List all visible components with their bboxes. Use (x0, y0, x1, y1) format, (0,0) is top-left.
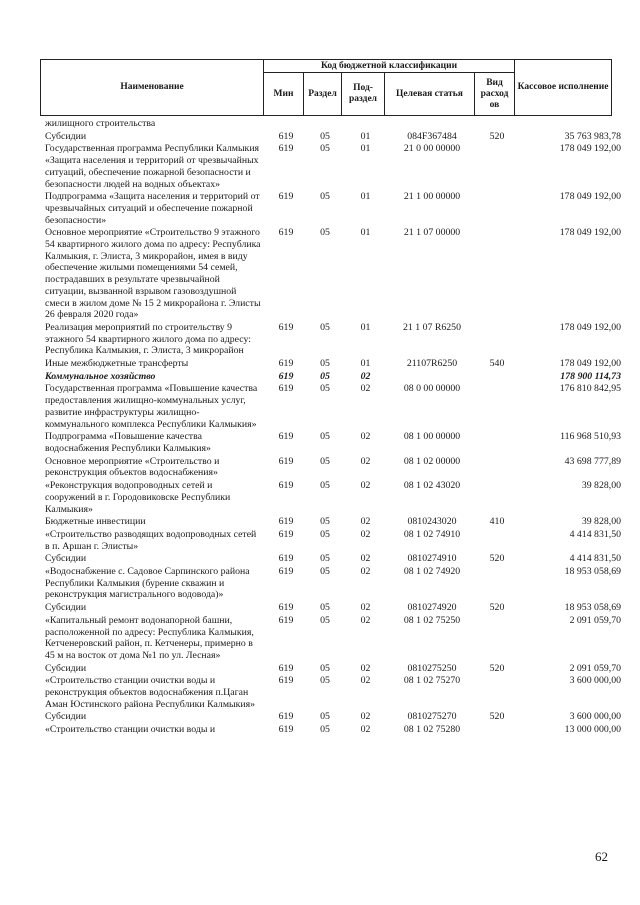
row-name: «Строительство разводящих водопроводных сетей в п. Аршан г. Элисты» (45, 528, 257, 552)
table-row (0, 131, 640, 143)
row-amount: 3 600 000,00 (569, 711, 621, 723)
row-podrazdel: 02 (360, 370, 371, 382)
row-razdel: 05 (320, 143, 330, 155)
row-min: 619 (278, 480, 294, 492)
row-target: 08 1 02 43020 (403, 480, 461, 492)
table-row (0, 663, 640, 675)
row-target: 08 1 00 00000 (403, 431, 461, 443)
row-podrazdel: 01 (360, 130, 371, 142)
row-name: Реализация мероприятий по строительству 9 этажного 54 квартирного жилого дома по адресу: Республика Калмыкия, г. Элиста, 3 микрорайон (45, 321, 251, 357)
row-min: 619 (278, 143, 294, 155)
header-min: Мин (264, 73, 304, 116)
row-name: «Капитальный ремонт водонапорной башни, расположенной по адресу: Республика Калмыкия, Кетченеровский район, п. Кетченеры, примерно в 45 м на восток от дома №1 по ул. Лесная» (45, 614, 254, 661)
row-podrazdel: 01 (360, 321, 371, 333)
row-razdel: 05 (320, 358, 330, 370)
row-min: 619 (278, 675, 294, 687)
table-row (0, 553, 640, 565)
row-razdel: 05 (320, 383, 330, 395)
row-amount: 18 953 058,69 (564, 566, 621, 578)
row-target: 0810275270 (407, 711, 457, 723)
row-amount: 35 763 983,78 (564, 130, 621, 142)
row-razdel: 05 (320, 553, 330, 565)
row-amount: 39 828,00 (581, 480, 621, 492)
row-amount: 178 049 192,00 (559, 321, 621, 333)
row-razdel: 05 (320, 711, 330, 723)
row-target: 21 0 00 00000 (403, 143, 461, 155)
row-name: Подпрограмма «Повышение качества водоснабжения Республики Калмыкия» (45, 431, 211, 454)
table-row (0, 118, 640, 130)
row-amount: 178 049 192,00 (559, 358, 621, 370)
row-name: Иные межбюджетные трансферты (45, 358, 189, 370)
row-min: 619 (278, 370, 294, 382)
row-target: 21107R6250 (406, 358, 458, 370)
row-amount: 4 414 831,50 (569, 528, 621, 540)
row-podrazdel: 01 (360, 227, 371, 239)
table-row (0, 227, 640, 321)
table-row (0, 191, 640, 226)
header-code-group: Код бюджетной классификации (264, 60, 515, 73)
row-min: 619 (278, 528, 294, 540)
row-razdel: 05 (320, 321, 330, 333)
row-podrazdel: 02 (360, 516, 371, 528)
row-min: 619 (278, 553, 294, 565)
header-kassa: Кассовое исполнение (515, 60, 612, 116)
row-razdel: 05 (320, 662, 330, 674)
row-vid: 520 (489, 711, 505, 723)
row-min: 619 (278, 130, 294, 142)
row-vid: 540 (489, 358, 505, 370)
table-body (0, 118, 640, 736)
row-target: 08 1 02 74910 (403, 528, 461, 540)
row-min: 619 (278, 724, 294, 736)
row-name: Государственная программа Республики Калмыкия «Защита населения и территорий от чрезвычайных ситуаций, обеспечение пожарной безопасности и безопасности людей на водных объектах» (45, 143, 260, 190)
row-target: 21 1 07 R6250 (403, 321, 461, 333)
row-razdel: 05 (320, 528, 330, 540)
row-podrazdel: 02 (360, 711, 371, 723)
row-name: Подпрограмма «Защита населения и территорий от чрезвычайных ситуаций и обеспечение пожарной безопасности» (45, 191, 260, 226)
row-min: 619 (278, 516, 294, 528)
header-name: Наименование (41, 60, 264, 116)
row-podrazdel: 02 (360, 431, 371, 443)
table-row (0, 724, 640, 736)
row-podrazdel: 02 (360, 566, 371, 578)
row-razdel: 05 (320, 566, 330, 578)
row-target: 21 1 07 00000 (403, 227, 461, 239)
row-target: 0810274920 (407, 602, 457, 614)
row-amount: 4 414 831,50 (569, 553, 621, 565)
row-name: Субсидии (45, 553, 87, 565)
row-name: «Строительство станции очистки воды и (45, 724, 216, 736)
row-min: 619 (278, 711, 294, 723)
row-podrazdel: 02 (360, 662, 371, 674)
row-target: 08 1 02 75270 (403, 675, 461, 687)
row-target: 21 1 00 00000 (403, 191, 461, 203)
row-razdel: 05 (320, 675, 330, 687)
row-podrazdel: 01 (360, 143, 371, 155)
row-min: 619 (278, 383, 294, 395)
row-amount: 39 828,00 (581, 516, 621, 528)
row-podrazdel: 02 (360, 724, 371, 736)
row-min: 619 (278, 566, 294, 578)
row-razdel: 05 (320, 227, 330, 239)
header-vid: Вид расход ов (475, 73, 515, 116)
row-podrazdel: 02 (360, 602, 371, 614)
row-min: 619 (278, 431, 294, 443)
row-name: Государственная программа «Повышение качества предоставления жилищно-коммунальных услуг, развитие инфраструктуры жилищно-коммунального комплекса Республики Калмыкия» (45, 383, 258, 430)
row-min: 619 (278, 614, 294, 626)
table-row (0, 383, 640, 430)
row-name: Субсидии (45, 711, 87, 723)
row-podrazdel: 02 (360, 675, 371, 687)
row-min: 619 (278, 227, 294, 239)
row-min: 619 (278, 191, 294, 203)
row-target: 08 1 02 75250 (403, 614, 461, 626)
row-podrazdel: 02 (360, 455, 371, 467)
row-amount: 178 900 114,73 (560, 370, 621, 382)
row-target: 084F367484 (407, 130, 457, 142)
row-min: 619 (278, 321, 294, 333)
row-name: Основное мероприятие «Строительство и реконструкция объектов водоснабжения» (45, 455, 220, 479)
row-name: Бюджетные инвестиции (45, 516, 146, 528)
header-podrazdel: Под-раздел (342, 73, 385, 116)
row-podrazdel: 02 (360, 528, 371, 540)
row-min: 619 (278, 602, 294, 614)
row-razdel: 05 (320, 516, 330, 528)
row-podrazdel: 02 (360, 553, 371, 565)
row-amount: 178 049 192,00 (559, 143, 621, 155)
row-name: «Строительство станции очистки воды и реконструкция объектов водоснабжения п.Цаган Аман Юстинского района Республики Калмыкия» (45, 675, 256, 710)
row-vid: 520 (489, 553, 505, 565)
row-vid: 520 (489, 602, 505, 614)
row-razdel: 05 (320, 480, 330, 492)
row-min: 619 (278, 662, 294, 674)
row-target: 0810243020 (407, 516, 457, 528)
table-row (0, 529, 640, 552)
row-razdel: 05 (320, 370, 330, 382)
row-razdel: 05 (320, 614, 330, 626)
row-amount: 178 049 192,00 (559, 191, 621, 203)
row-name: Субсидии (45, 130, 87, 142)
table-row (0, 566, 640, 601)
row-amount: 2 091 059,70 (569, 662, 621, 674)
row-min: 619 (278, 358, 294, 370)
row-target: 08 1 02 00000 (403, 455, 461, 467)
row-razdel: 05 (320, 191, 330, 203)
row-name: Коммунальное хозяйство (45, 370, 156, 382)
row-amount: 18 953 058,69 (564, 602, 621, 614)
row-target: 0810274910 (407, 553, 457, 565)
row-razdel: 05 (320, 724, 330, 736)
row-razdel: 05 (320, 455, 330, 467)
row-name: «Реконструкция водопроводных сетей и сооружений в г. Городовиковске Республики Калмыкия» (45, 480, 231, 515)
page-number: 62 (595, 849, 608, 864)
row-amount: 116 968 510,93 (560, 431, 621, 443)
row-vid: 520 (489, 662, 505, 674)
row-podrazdel: 01 (360, 358, 371, 370)
row-name: Субсидии (45, 602, 87, 614)
row-vid: 520 (489, 130, 505, 142)
row-name: Субсидии (45, 662, 87, 674)
table-row (0, 602, 640, 614)
row-vid: 410 (489, 516, 505, 528)
row-name: Основное мероприятие «Строительство 9 этажного 54 квартирного жилого дома по адресу: Республика Калмыкия, г. Элиста, 3 микрорайон, имея в виду обеспечение жилыми помещениями 54 семей, пострадавших в результате чрезвычайной ситуации, вызванной взрывом газовоздушной смеси в жилом доме № 15 2 микрорайона г. Элисты 26 февраля 2020 года» (45, 227, 261, 321)
row-target: 08 0 00 00000 (403, 383, 461, 395)
row-name: жилищного строительства (45, 118, 156, 129)
row-podrazdel: 01 (360, 191, 371, 203)
row-target: 08 1 02 74920 (403, 566, 461, 578)
row-razdel: 05 (320, 602, 330, 614)
row-amount: 2 091 059,70 (569, 614, 621, 626)
row-amount: 13 000 000,00 (564, 724, 621, 736)
row-amount: 176 810 842,95 (559, 383, 621, 395)
row-amount: 178 049 192,00 (559, 227, 621, 239)
table-row (0, 322, 640, 357)
table-row (0, 711, 640, 723)
row-name: «Водоснабжение с. Садовое Сарпинского района Республики Калмыкия (бурение скважин и реконструкция магистрального водовода)» (45, 566, 250, 601)
table-row (0, 480, 640, 515)
table-row (0, 143, 640, 190)
row-amount: 3 600 000,00 (569, 675, 621, 687)
row-razdel: 05 (320, 431, 330, 443)
table-row (0, 371, 640, 383)
row-amount: 43 698 777,89 (564, 455, 621, 467)
table-row (0, 456, 640, 479)
row-podrazdel: 02 (360, 614, 371, 626)
row-podrazdel: 02 (360, 480, 371, 492)
row-min: 619 (278, 455, 294, 467)
table-row (0, 615, 640, 662)
header-target: Целевая статья (385, 73, 475, 116)
row-podrazdel: 02 (360, 383, 371, 395)
row-razdel: 05 (320, 130, 330, 142)
row-target: 0810275250 (407, 662, 457, 674)
table-row (0, 516, 640, 528)
header-razdel: Раздел (304, 73, 342, 116)
table-row (0, 358, 640, 370)
table-header (40, 59, 612, 116)
row-target: 08 1 02 75280 (403, 724, 461, 736)
table-row (0, 431, 640, 454)
table-row (0, 675, 640, 710)
